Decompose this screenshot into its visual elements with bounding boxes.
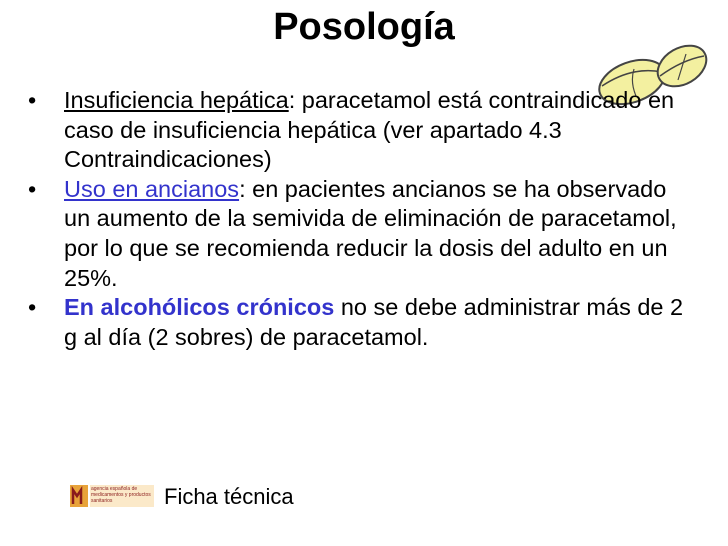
bullet-item-insuficiencia (28, 86, 698, 175)
bullet-symbol: • (28, 87, 37, 113)
bullet-symbol: • (28, 294, 37, 321)
logo-text: agencia española de medicamentos y productos sanitarios (91, 486, 151, 504)
bullet-item-ancianos (28, 175, 698, 293)
bullet-term: Insuficiencia hepática (64, 87, 289, 113)
bullet-symbol: • (28, 175, 37, 202)
bullet-term: En alcohólicos crónicos (64, 294, 335, 321)
page-title: Posología (273, 6, 455, 48)
bullet-list (28, 86, 698, 352)
bullet-text: : paracetamol está contraindicado en caso de insuficiencia hepática (ver apartado 4.3 Contraindicaciones) (64, 87, 675, 173)
ficha-tecnica-label: Ficha técnica (164, 484, 294, 509)
bullet-term-link[interactable]: Uso en ancianos (64, 175, 240, 202)
bullet-item-alcoholicos (28, 293, 698, 352)
agency-logo-icon (68, 482, 156, 510)
bullet-text: no se debe administrar más de 2 g al día (2 sobres) de paracetamol. (64, 294, 684, 350)
bullet-text: : en pacientes ancianos se ha observado un aumento de la semivida de eliminación de paracetamol, por lo que se recomienda reducir la dosis del adulto en un 25%. (64, 175, 677, 291)
